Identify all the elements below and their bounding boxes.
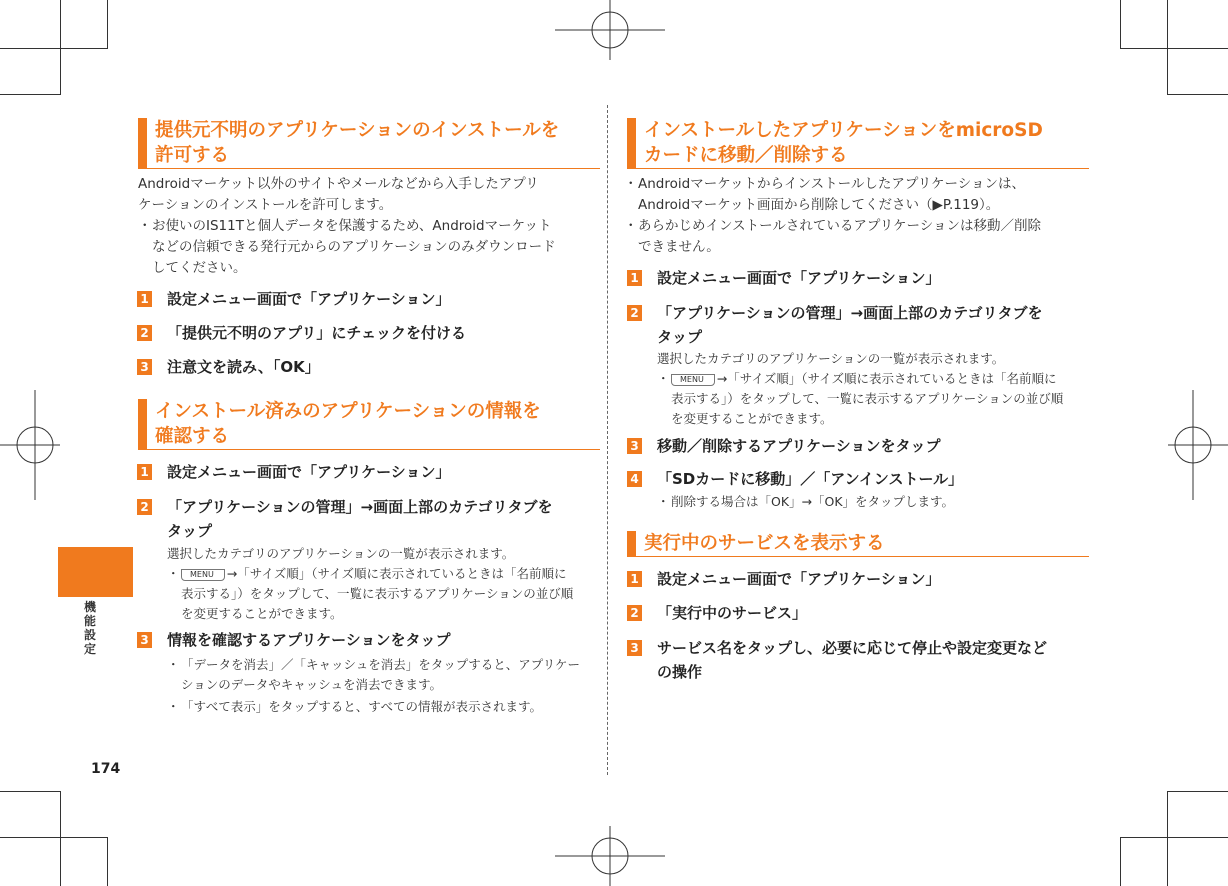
step-number-badge: 2 bbox=[627, 305, 642, 321]
step-number-badge: 2 bbox=[137, 325, 152, 341]
side-tab bbox=[58, 547, 133, 597]
step-3: 3 サービス名をタップし、必要に応じて停止や設定変更など の操作 bbox=[627, 636, 1117, 684]
registration-mark-bottom bbox=[555, 826, 665, 886]
show-all-bullet: ・ 「すべて表示」をタップすると、すべての情報が表示されます。 bbox=[167, 699, 543, 714]
step-4: 4 「SDカードに移動」／「アンインストール」 bbox=[627, 467, 1117, 491]
delete-ok-bullet: ・ 削除する場合は「OK」→「OK」をタップします。 bbox=[657, 494, 955, 509]
step-number-badge: 2 bbox=[627, 605, 642, 621]
step-1: 1 設定メニュー画面で「アプリケーション」 bbox=[627, 567, 1117, 591]
step-2: 2 「アプリケーションの管理」→画面上部のカテゴリタブを タップ bbox=[627, 301, 1117, 349]
step-number-badge: 3 bbox=[627, 438, 642, 454]
step-number-badge: 1 bbox=[627, 571, 642, 587]
step-number-badge: 1 bbox=[137, 464, 152, 480]
step-number-badge: 1 bbox=[627, 270, 642, 286]
step-3: 3 注意文を読み、「OK」 bbox=[137, 355, 627, 379]
menu-sub-bullet: ・ MENU →「サイズ順」（サイズ順に表示されているときは「名前順に 表示する」）をタップして、一覧に表示するアプリケーションの並び順 を変更することができます。 bbox=[657, 371, 1064, 426]
heading-unknown-sources: 提供元不明のアプリケーションのインストールを 許可する bbox=[138, 118, 600, 169]
step-number-badge: 3 bbox=[137, 632, 152, 648]
page-number: 174 bbox=[91, 761, 121, 777]
step-number-badge: 2 bbox=[137, 499, 152, 515]
uninstall-note-bullet: ・ Androidマーケットからインストールしたアプリケーションは、 Androidマーケット画面から削除してください（▶P.119）。 bbox=[624, 176, 1025, 213]
step-description: 選択したカテゴリのアプリケーションの一覧が表示されます。 bbox=[167, 546, 515, 561]
note-bullet: ・ お使いのIS11Tと個人データを保護するため、Androidマーケット などの信頼できる発行元からのアプリケーションのみダウンロード してください。 bbox=[138, 218, 556, 276]
step-1: 1 設定メニュー画面で「アプリケーション」 bbox=[137, 460, 627, 484]
step-1: 1 設定メニュー画面で「アプリケーション」 bbox=[137, 287, 627, 311]
intro-paragraph: Androidマーケット以外のサイトやメールなどから入手したアプリ ケーションのインストールを許可します。 bbox=[138, 176, 539, 213]
registration-mark-top bbox=[555, 0, 665, 60]
registration-mark-left bbox=[0, 390, 60, 500]
menu-key-icon: MENU bbox=[671, 374, 715, 386]
step-2: 2 「提供元不明のアプリ」にチェックを付ける bbox=[137, 321, 627, 345]
heading-move-to-sd: インストールしたアプリケーションをmicroSD カードに移動／削除する bbox=[627, 118, 1089, 169]
side-tab-label: 機能設定 bbox=[83, 600, 96, 656]
clear-data-bullet: ・ 「データを消去」／「キャッシュを消去」をタップすると、アプリケー ションのデータやキャッシュを消去できます。 bbox=[167, 657, 581, 692]
step-3: 3 移動／削除するアプリケーションをタップ bbox=[627, 434, 1117, 458]
step-number-badge: 3 bbox=[137, 359, 152, 375]
heading-running-services: 実行中のサービスを表示する bbox=[627, 531, 1089, 557]
step-2: 2 「アプリケーションの管理」→画面上部のカテゴリタブを タップ bbox=[137, 495, 627, 543]
step-number-badge: 4 bbox=[627, 471, 642, 487]
step-number-badge: 1 bbox=[137, 291, 152, 307]
menu-key-icon: MENU bbox=[181, 569, 225, 581]
menu-sub-bullet: ・ MENU →「サイズ順」（サイズ順に表示されているときは「名前順に 表示する」）をタップして、一覧に表示するアプリケーションの並び順 を変更することができます。 bbox=[167, 566, 574, 621]
preinstalled-note-bullet: ・ あらかじめインストールされているアプリケーションは移動／削除 できません。 bbox=[624, 218, 1041, 255]
step-2: 2 「実行中のサービス」 bbox=[627, 601, 1117, 625]
step-3: 3 情報を確認するアプリケーションをタップ bbox=[137, 628, 627, 652]
registration-mark-right bbox=[1168, 390, 1228, 500]
step-1: 1 設定メニュー画面で「アプリケーション」 bbox=[627, 266, 1117, 290]
heading-installed-app-info: インストール済みのアプリケーションの情報を 確認する bbox=[138, 399, 600, 450]
step-description: 選択したカテゴリのアプリケーションの一覧が表示されます。 bbox=[657, 351, 1005, 366]
step-number-badge: 3 bbox=[627, 640, 642, 656]
